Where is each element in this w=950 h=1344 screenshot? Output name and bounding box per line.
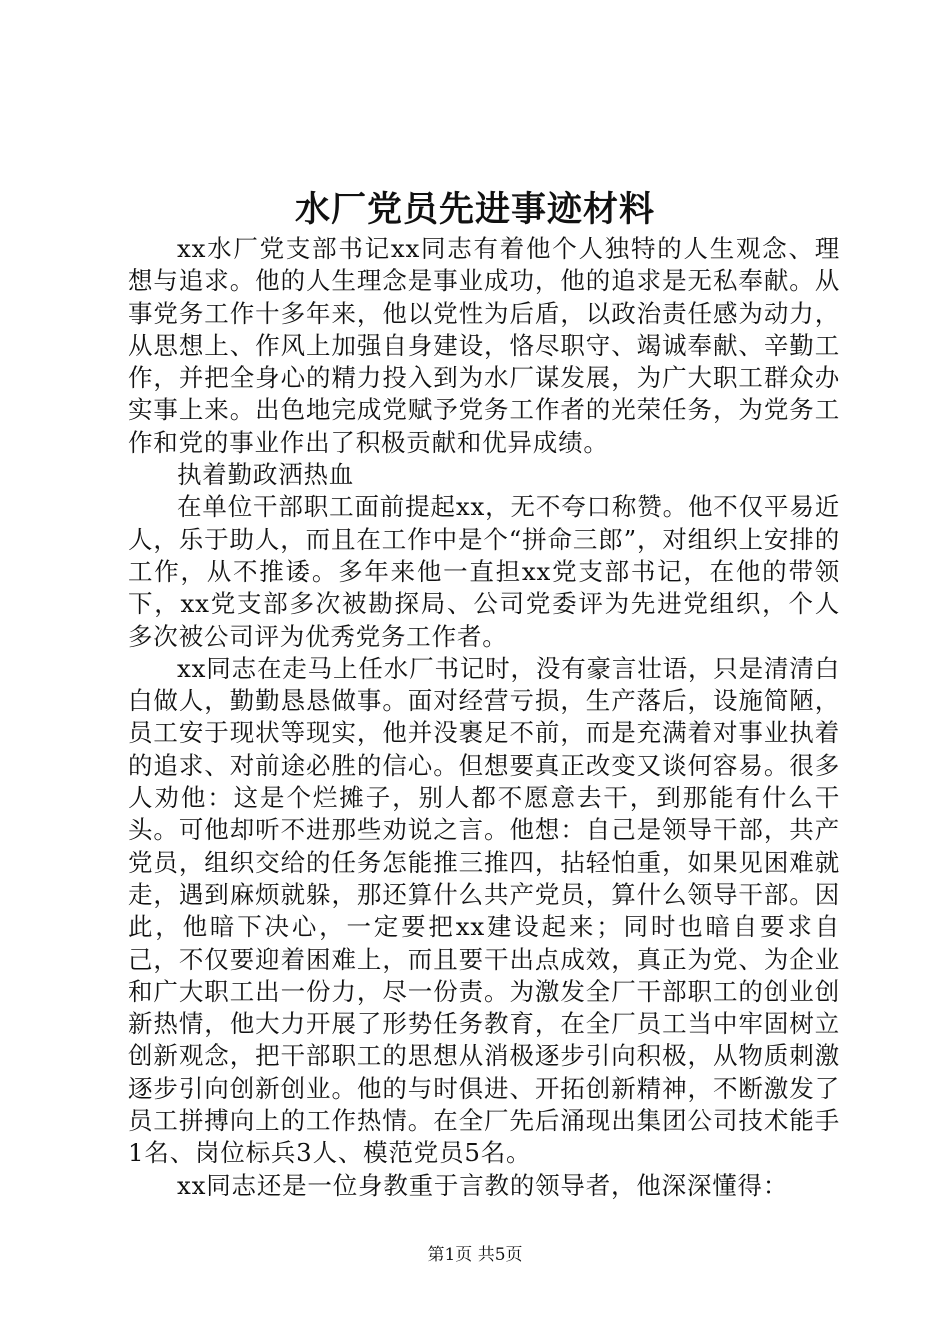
document-body (128, 233, 840, 1202)
paragraph-leadership: xx同志还是一位身教重于言教的领导者，他深深懂得： (177, 1170, 789, 1200)
page-number-footer: 第1页 共5页 (427, 1245, 523, 1265)
section-heading: 执着勤政洒热血 (177, 460, 355, 490)
paragraph-praise: 在单位干部职工面前提起xx，无不夸口称赞。他不仅平易近人，乐于助人，而且在工作中是个“拼命三郎”，对组织上安排的工作，从不推诿。多年来他一直担xx党支部书记，在他的带领下，xx党支部多次被勘探局、公司党委评为先进党组织，个人多次被公司评为优秀党务工作者。 (128, 492, 840, 651)
paragraph-appointment: xx同志在走马上任水厂书记时，没有豪言壮语，只是清清白白做人，勤勤恳恳做事。面对经营亏损，生产落后，设施简陋，员工安于现状等现实，他并没裹足不前，而是充满着对事业执着的追求、对前途必胜的信心。但想要真正改变又谈何容易。很多人劝他：这是个烂摊子，别人都不愿意去干，到那能有什么干头。可他却听不进那些劝说之言。他想：自己是领导干部，共产党员，组织交给的任务怎能推三推四，拈轻怕重，如果见困难就走，遇到麻烦就躲，那还算什么共产党员，算什么领导干部。因此，他暗下决心，一定要把xx建设起来；同时也暗自要求自己，不仅要迎着困难上，而且要干出点成效，真正为党、为企业和广大职工出一份力，尽一份责。为激发全厂干部职工的创业创新热情，他大力开展了形势任务教育，在全厂员工当中牢固树立创新观念，把干部职工的思想从消极逐步引向积极，从物质刺激逐步引向创新创业。他的与时俱进、开拓创新精神，不断激发了员工拼搏向上的工作热情。在全厂先后涌现出集团公司技术能手1名、岗位标兵3人、模范党员5名。 (128, 653, 840, 1168)
document-title: 水厂党员先进事迹材料 (294, 189, 655, 230)
paragraph-intro: xx水厂党支部书记xx同志有着他个人独特的人生观念、理想与追求。他的人生理念是事业成功，他的追求是无私奉献。从事党务工作十多年来，他以党性为后盾，以政治责任感为动力，从思想上、作风上加强自身建设，恪尽职守、竭诚奉献、辛勤工作，并把全身心的精力投入到为水厂谋发展，为广大职工群众办实事上来。出色地完成党赋予党务工作者的光荣任务，为党务工作和党的事业作出了积极贡献和优异成绩。 (128, 234, 840, 457)
